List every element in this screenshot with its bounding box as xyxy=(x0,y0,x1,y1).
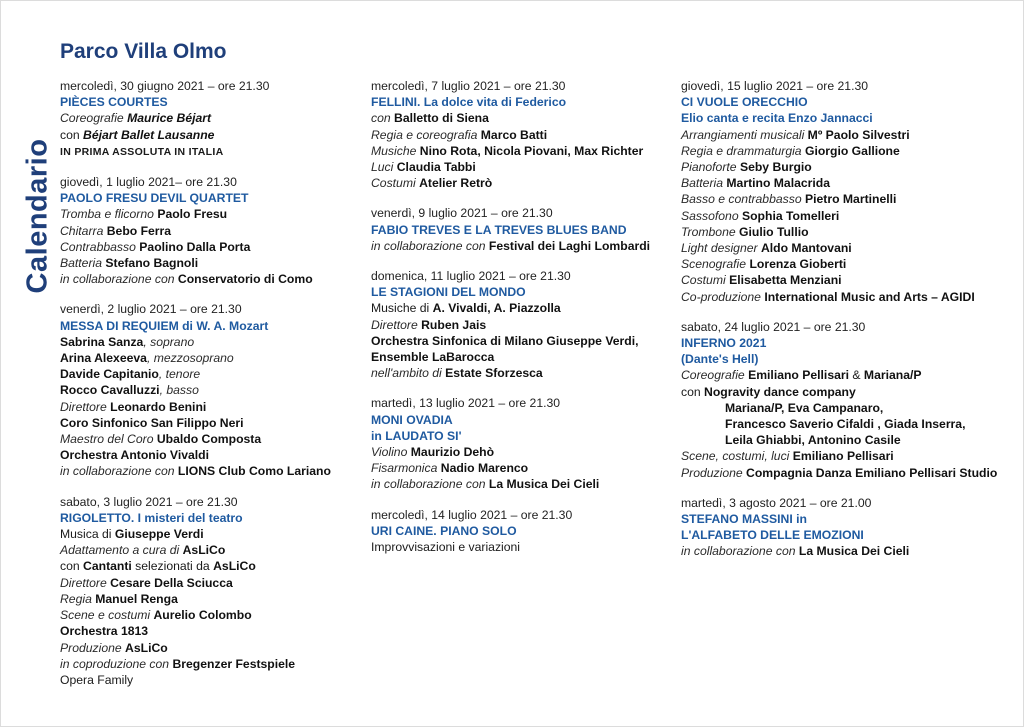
credit-segment: Mariana/P, Eva Campanaro, xyxy=(725,400,884,415)
event-entry xyxy=(371,395,671,492)
credit-segment: Nogravity dance company xyxy=(704,384,856,399)
credit-segment: Leonardo Benini xyxy=(110,399,207,414)
credit-line xyxy=(371,539,671,555)
credit-line xyxy=(681,143,1011,159)
credit-line xyxy=(60,447,360,463)
credit-line xyxy=(60,656,360,672)
credit-segment: Béjart Ballet Lausanne xyxy=(83,127,215,142)
credit-line xyxy=(371,143,671,159)
credit-line xyxy=(681,127,1011,143)
credit-line xyxy=(681,175,1011,191)
event-entry xyxy=(371,268,671,381)
credit-segment: Luci xyxy=(371,160,397,175)
credit-segment: Festival dei Laghi Lombardi xyxy=(488,238,651,253)
event-title: L'ALFABETO DELLE EMOZIONI xyxy=(681,528,864,543)
credit-segment: Light designer xyxy=(681,241,761,256)
credit-segment: Coreografie xyxy=(681,368,749,383)
credit-segment: con xyxy=(60,559,84,574)
column-1 xyxy=(60,78,360,702)
credit-segment: Direttore xyxy=(60,575,111,590)
credit-segment: Compagnia Danza Emiliano Pellisari Studio xyxy=(746,465,998,480)
credit-segment: Pietro Martinelli xyxy=(804,192,897,207)
credit-segment: Conservatorio di Como xyxy=(177,272,313,287)
credit-line xyxy=(60,542,360,558)
credit-line xyxy=(371,110,671,126)
credit-segment: Emiliano Pellisari xyxy=(748,368,850,383)
event-date: venerdì, 9 luglio 2021 – ore 21.30 xyxy=(371,206,553,221)
credit-line xyxy=(681,432,1011,448)
credit-segment: Rocco Cavalluzzi xyxy=(60,383,160,398)
credit-segment: Co-produzione xyxy=(681,289,765,304)
credit-line xyxy=(60,415,360,431)
credit-segment: IN PRIMA ASSOLUTA IN ITALIA xyxy=(60,145,224,158)
event-entry xyxy=(60,301,360,479)
credit-segment: Maurice Béjart xyxy=(127,111,212,126)
credit-segment: Contrabbasso xyxy=(60,239,140,254)
event-date: mercoledì, 30 giugno 2021 – ore 21.30 xyxy=(60,79,270,93)
event-entry xyxy=(60,78,360,160)
side-title: Calendario xyxy=(21,138,54,294)
event-title: (Dante's Hell) xyxy=(681,352,759,367)
credit-segment: Adattamento a cura di xyxy=(60,543,183,558)
credit-segment: , tenore xyxy=(158,367,201,382)
credit-line xyxy=(681,465,1011,481)
credit-line xyxy=(60,271,360,287)
credit-segment: Coro Sinfonico San Filippo Neri xyxy=(60,415,244,430)
credit-segment: con xyxy=(60,127,84,142)
credit-segment: Giorgio Gallione xyxy=(804,143,900,158)
credit-line xyxy=(681,400,1011,416)
credit-segment: in coproduzione con xyxy=(60,656,173,671)
credit-segment: con xyxy=(371,111,395,126)
credit-segment: Fisarmonica xyxy=(371,461,441,476)
credit-line xyxy=(60,575,360,591)
credit-line xyxy=(60,591,360,607)
credit-line xyxy=(60,607,360,623)
credit-segment: Arina Alexeeva xyxy=(60,351,147,366)
credit-line xyxy=(681,240,1011,256)
credit-segment: , soprano xyxy=(143,334,195,349)
event-title: LE STAGIONI DEL MONDO xyxy=(371,285,526,300)
credit-segment: Tromba e flicorno xyxy=(60,207,158,222)
credit-segment: in collaborazione con xyxy=(60,272,178,287)
event-date: martedì, 13 luglio 2021 – ore 21.30 xyxy=(371,396,561,411)
credit-segment: Violino xyxy=(371,445,411,460)
credit-segment: Paolino Dalla Porta xyxy=(139,239,251,254)
credit-segment: LIONS Club Como Lariano xyxy=(177,464,331,479)
event-entry xyxy=(681,319,1011,481)
credit-segment: Trombone xyxy=(681,224,740,239)
credit-segment: La Musica Dei Cieli xyxy=(488,477,600,492)
credit-line xyxy=(681,208,1011,224)
credit-line xyxy=(60,127,360,143)
credit-segment: Regia xyxy=(60,591,96,606)
credit-segment: Stefano Bagnoli xyxy=(105,256,199,271)
credit-line xyxy=(60,334,360,350)
event-entry xyxy=(371,78,671,191)
credit-segment: Estate Sforzesca xyxy=(445,366,543,381)
credit-segment: in collaborazione con xyxy=(371,477,489,492)
event-entry xyxy=(60,174,360,287)
credit-segment: Nadio Marenco xyxy=(440,461,529,476)
column-3 xyxy=(681,78,1011,574)
event-date: mercoledì, 14 luglio 2021 – ore 21.30 xyxy=(371,507,573,522)
event-date: giovedì, 1 luglio 2021– ore 21.30 xyxy=(60,175,237,190)
event-title: FABIO TREVES E LA TREVES BLUES BAND xyxy=(371,222,627,237)
credit-segment: Regia e drammaturgia xyxy=(681,143,805,158)
credit-line xyxy=(681,448,1011,464)
credit-line xyxy=(60,431,360,447)
credit-segment: Elisabetta Menziani xyxy=(729,273,842,288)
credit-line xyxy=(681,289,1011,305)
credit-segment: AsLiCo xyxy=(213,559,256,574)
event-title: CI VUOLE ORECCHIO xyxy=(681,95,808,110)
credit-segment: Marco Batti xyxy=(480,127,548,142)
credit-line xyxy=(60,366,360,382)
credit-segment: Regia e coreografia xyxy=(371,127,481,142)
credit-line xyxy=(60,143,360,160)
credit-line xyxy=(60,255,360,271)
credit-segment: Nino Rota, Nicola Piovani, Max Richter xyxy=(419,143,644,158)
credit-line xyxy=(60,640,360,656)
event-entry xyxy=(371,507,671,556)
credit-segment: Paolo Fresu xyxy=(157,207,228,222)
credit-segment: Arrangiamenti musicali xyxy=(681,127,808,142)
credit-line xyxy=(681,224,1011,240)
event-date: giovedì, 15 luglio 2021 – ore 21.30 xyxy=(681,79,869,93)
credit-segment: Orchestra 1813 xyxy=(60,624,149,639)
event-date: sabato, 24 luglio 2021 – ore 21.30 xyxy=(681,319,866,334)
credit-segment: nell'ambito di xyxy=(371,366,446,381)
credit-segment: Batteria xyxy=(681,176,727,191)
credit-segment: in collaborazione con xyxy=(60,464,178,479)
event-entry xyxy=(681,495,1011,560)
credit-segment: Basso e contrabbasso xyxy=(681,192,805,207)
credit-segment: Cantanti xyxy=(83,559,132,574)
event-entry xyxy=(681,78,1011,305)
event-date: venerdì, 2 luglio 2021 – ore 21.30 xyxy=(60,302,242,317)
event-title: MONI OVADIA xyxy=(371,412,453,427)
page-title: Parco Villa Olmo xyxy=(60,40,227,63)
credit-segment: Bregenzer Festspiele xyxy=(172,656,296,671)
credit-line xyxy=(371,175,671,191)
event-title: PIÈCES COURTES xyxy=(60,95,168,110)
credit-segment: Ensemble LaBarocca xyxy=(371,350,495,365)
credit-segment: Manuel Renga xyxy=(95,591,178,606)
credit-segment: Leila Ghiabbi, Antonino Casile xyxy=(725,433,901,448)
credit-segment: Direttore xyxy=(371,317,422,332)
credit-segment: con xyxy=(681,384,705,399)
credit-line xyxy=(681,272,1011,288)
credit-segment: Aurelio Colombo xyxy=(153,608,252,623)
credit-line xyxy=(681,256,1011,272)
credit-line xyxy=(371,476,671,492)
event-title: in LAUDATO SI' xyxy=(371,428,462,443)
event-title: INFERNO 2021 xyxy=(681,336,767,351)
column-2 xyxy=(371,78,671,569)
credit-segment: Direttore xyxy=(60,399,111,414)
credit-segment: Balletto di Siena xyxy=(394,111,489,126)
credit-segment: Emiliano Pellisari xyxy=(792,449,894,464)
credit-line xyxy=(681,384,1011,400)
event-date: sabato, 3 luglio 2021 – ore 21.30 xyxy=(60,494,238,509)
credit-segment: Francesco Saverio Cifaldi , Giada Inserra, xyxy=(725,417,966,432)
credit-line xyxy=(60,223,360,239)
credit-segment: Seby Burgio xyxy=(739,160,812,175)
event-date: mercoledì, 7 luglio 2021 – ore 21.30 xyxy=(371,79,566,93)
event-title: RIGOLETTO. I misteri del teatro xyxy=(60,510,243,525)
credit-segment: Orchestra Sinfonica di Milano Giuseppe Verdi, xyxy=(371,333,639,348)
credit-line xyxy=(371,317,671,333)
credit-line xyxy=(371,159,671,175)
credit-segment: Sophia Tomelleri xyxy=(741,208,840,223)
credit-line xyxy=(371,300,671,316)
credit-line xyxy=(60,623,360,639)
credit-segment: , mezzosoprano xyxy=(146,351,234,366)
credit-line xyxy=(371,349,671,365)
credit-line xyxy=(60,239,360,255)
credit-segment: Sabrina Sanza xyxy=(60,334,144,349)
credit-line xyxy=(681,159,1011,175)
credit-segment: Produzione xyxy=(60,640,126,655)
credit-segment: selezionati da xyxy=(131,559,214,574)
credit-line xyxy=(60,110,360,126)
credit-segment: Lorenza Gioberti xyxy=(749,257,847,272)
event-entry xyxy=(60,494,360,688)
credit-line xyxy=(60,526,360,542)
event-date: domenica, 11 luglio 2021 – ore 21.30 xyxy=(371,269,571,284)
credit-line xyxy=(60,558,360,574)
credit-segment: Scene e costumi xyxy=(60,608,154,623)
credit-segment: Bebo Ferra xyxy=(106,223,172,238)
credit-line xyxy=(60,399,360,415)
credit-line xyxy=(371,333,671,349)
event-entry xyxy=(371,205,671,254)
credit-segment: Scenografie xyxy=(681,257,750,272)
credit-segment: Costumi xyxy=(681,273,730,288)
credit-segment: Mariana/P xyxy=(863,368,922,383)
credit-line xyxy=(681,543,1011,559)
event-title: URI CAINE. PIANO SOLO xyxy=(371,523,517,538)
credit-segment: Ruben Jais xyxy=(421,317,487,332)
credit-segment: Opera Family xyxy=(60,672,134,687)
credit-line xyxy=(371,238,671,254)
credit-line xyxy=(681,367,1011,383)
credit-line xyxy=(371,460,671,476)
credit-segment: Produzione xyxy=(681,465,747,480)
credit-segment: in collaborazione con xyxy=(681,544,799,559)
credit-segment: Costumi xyxy=(371,176,420,191)
credit-segment: Batteria xyxy=(60,256,106,271)
event-title: FELLINI. La dolce vita di Federico xyxy=(371,95,567,110)
credit-segment: Coreografie xyxy=(60,111,128,126)
credit-segment: Scene, costumi, luci xyxy=(681,449,793,464)
credit-segment: Musiche di xyxy=(371,301,433,316)
credit-segment: Improvvisazioni e variazioni xyxy=(371,540,521,555)
credit-segment: AsLiCo xyxy=(125,640,168,655)
credit-segment: La Musica Dei Cieli xyxy=(798,544,910,559)
event-date: martedì, 3 agosto 2021 – ore 21.00 xyxy=(681,495,872,510)
credit-line xyxy=(60,382,360,398)
credit-segment: Chitarra xyxy=(60,223,107,238)
event-title: PAOLO FRESU DEVIL QUARTET xyxy=(60,191,249,206)
event-title: STEFANO MASSINI in xyxy=(681,512,807,527)
credit-segment: Pianoforte xyxy=(681,160,740,175)
credit-segment: AsLiCo xyxy=(182,543,226,558)
credit-segment: Musica di xyxy=(60,527,115,542)
credit-segment: Maurizio Dehò xyxy=(410,445,495,460)
credit-line xyxy=(371,127,671,143)
credit-segment: Cesare Della Sciucca xyxy=(110,575,233,590)
credit-segment: International Music and Arts – AGIDI xyxy=(764,289,975,304)
credit-line xyxy=(60,206,360,222)
credit-segment: & xyxy=(849,368,864,383)
credit-segment: in collaborazione con xyxy=(371,238,489,253)
credit-segment: Aldo Mantovani xyxy=(760,241,852,256)
event-title: MESSA DI REQUIEM di W. A. Mozart xyxy=(60,318,269,333)
credit-segment: Claudia Tabbi xyxy=(396,160,476,175)
credit-segment: Atelier Retrò xyxy=(419,176,493,191)
credit-line xyxy=(681,191,1011,207)
credit-line xyxy=(371,365,671,381)
credit-segment: , basso xyxy=(159,383,199,398)
credit-segment: Giuseppe Verdi xyxy=(114,527,204,542)
credit-segment: A. Vivaldi, A. Piazzolla xyxy=(432,301,561,316)
event-title: Elio canta e recita Enzo Jannacci xyxy=(681,111,873,126)
credit-segment: Giulio Tullio xyxy=(739,224,809,239)
credit-segment: Mº Paolo Silvestri xyxy=(807,127,910,142)
credit-segment: Sassofono xyxy=(681,208,742,223)
credit-segment: Musiche xyxy=(371,143,420,158)
credit-segment: Maestro del Coro xyxy=(60,432,157,447)
credit-line xyxy=(681,416,1011,432)
credit-line xyxy=(60,463,360,479)
credit-segment: Davide Capitanio xyxy=(60,367,159,382)
credit-segment: Orchestra Antonio Vivaldi xyxy=(60,448,209,463)
credit-line xyxy=(60,672,360,688)
credit-segment: Ubaldo Composta xyxy=(156,432,262,447)
credit-segment: Martino Malacrida xyxy=(726,176,831,191)
credit-line xyxy=(371,444,671,460)
credit-line xyxy=(60,350,360,366)
